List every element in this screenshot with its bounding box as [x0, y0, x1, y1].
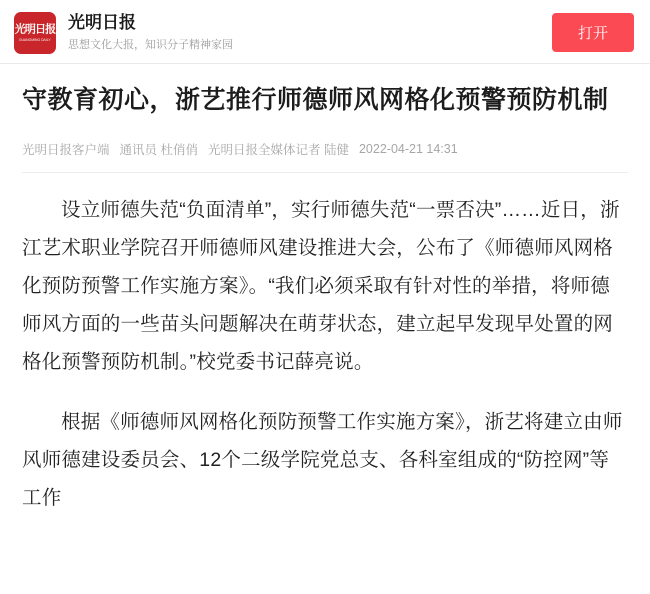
- meta-source: 光明日报客户端: [22, 143, 110, 158]
- brand-subtitle: 思想文化大报，知识分子精神家园: [68, 38, 233, 51]
- meta-author: 光明日报全媒体记者 陆健: [208, 143, 349, 158]
- article-body: [22, 191, 628, 517]
- article-container: [0, 64, 650, 517]
- guangming-daily-logo-icon: [14, 12, 56, 54]
- app-header: [0, 0, 650, 64]
- article-paragraph: 设立师德失范“负面清单”，实行师德失范“一票否决”……近日，浙江艺术职业学院召开师德师风建设推进大会，公布了《师德师风网格化预防预警工作实施方案》。“我们必须采取有针对性的举措，将师德师风方面的一些苗头问题解决在萌芽状态，建立起早发现早处置的网格化预警预防机制。”校党委书记薛亮说。: [22, 199, 620, 374]
- logo-sub-text: GUANGMING DAILY: [19, 37, 51, 42]
- logo-main-text: 光明日报: [14, 22, 56, 36]
- page-title: 守教育初心，浙艺推行师德师风网格化预警预防机制: [22, 86, 609, 114]
- article-meta: [22, 140, 628, 173]
- brand-block: [68, 13, 552, 52]
- brand-title: 光明日报: [68, 13, 136, 33]
- article-paragraph: 根据《师德师风网格化预防预警工作实施方案》，浙艺将建立由师风师德建设委员会、12个二级学院党总支、各科室组成的“防控网”等工作: [22, 411, 623, 510]
- meta-timestamp: 2022-04-21 14:31: [358, 142, 458, 157]
- open-app-button[interactable]: 打开: [552, 13, 634, 52]
- meta-contributor: 通讯员 杜俏俏: [119, 143, 198, 158]
